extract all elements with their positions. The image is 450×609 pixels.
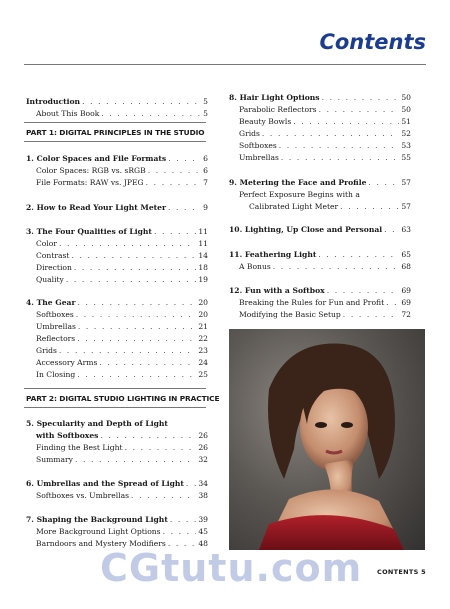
- toc-page-number: 57: [401, 178, 411, 187]
- toc-subentry[interactable]: [229, 310, 411, 319]
- toc-entry-label: More Background Light Options: [36, 527, 161, 536]
- toc-entry-label: Grids: [239, 129, 260, 138]
- toc-page-number: 63: [401, 225, 411, 234]
- footer-label: CONTENTS: [377, 568, 419, 576]
- toc-subentry[interactable]: [229, 262, 411, 271]
- toc-leader-dots: [281, 153, 399, 162]
- toc-entry-label: Beauty Bowls: [239, 117, 292, 126]
- toc-chapter-entry[interactable]: [26, 431, 208, 440]
- part-heading: PART 1: DIGITAL PRINCIPLES IN THE STUDIO: [26, 128, 205, 137]
- toc-entry-label: with Softboxes: [36, 431, 99, 440]
- toc-page-number: 72: [401, 310, 411, 319]
- toc-entry-label: Softboxes: [239, 141, 277, 150]
- toc-entry-label: Modifying the Basic Setup: [239, 310, 341, 319]
- toc-page-number: 11: [198, 227, 208, 236]
- toc-subentry[interactable]: [26, 443, 208, 452]
- toc-entry-label: Contrast: [36, 251, 70, 260]
- toc-page-number: 39: [198, 515, 208, 524]
- toc-page-number: 6: [203, 166, 208, 175]
- toc-page-number: 57: [401, 202, 411, 211]
- toc-entry-label: Color Spaces: RGB vs. sRGB: [36, 166, 146, 175]
- toc-leader-dots: [186, 479, 196, 488]
- page-title: Contents: [319, 30, 426, 54]
- toc-page-number: 20: [198, 298, 208, 307]
- toc-entry-label: In Closing: [36, 370, 76, 379]
- toc-entry-label: Umbrellas: [36, 322, 76, 331]
- toc-entry-label: Reflectors: [36, 334, 76, 343]
- toc-entry-label: Accessory Arms: [36, 358, 98, 367]
- toc-page-number: 5: [203, 97, 208, 106]
- toc-entry-label: Parabolic Reflectors: [239, 105, 317, 114]
- toc-subentry[interactable]: [229, 202, 411, 211]
- toc-page-number: 52: [401, 129, 411, 138]
- toc-leader-dots: [146, 178, 202, 187]
- toc-entry-label: 1. Color Spaces and File Formats: [26, 154, 167, 163]
- toc-subentry[interactable]: [229, 129, 411, 138]
- toc-subentry[interactable]: [26, 109, 208, 118]
- toc-chapter-entry[interactable]: [26, 154, 208, 163]
- toc-chapter-entry[interactable]: [229, 286, 411, 295]
- toc-entry-label: Direction: [36, 263, 72, 272]
- toc-subentry[interactable]: [26, 263, 208, 272]
- toc-page-number: 38: [198, 491, 208, 500]
- toc-leader-dots: [170, 515, 197, 524]
- toc-page-number: 7: [203, 178, 208, 187]
- toc-page-number: 48: [198, 539, 208, 548]
- toc-entry-label: Grids: [36, 346, 57, 355]
- footer-page-number: 5: [421, 568, 426, 576]
- toc-entry-label: 9. Metering the Face and Profile: [229, 178, 367, 187]
- toc-page-number: 6: [203, 154, 208, 163]
- toc-chapter-entry[interactable]: [229, 178, 411, 187]
- toc-page-number: 24: [198, 358, 208, 367]
- toc-chapter-entry[interactable]: [26, 298, 208, 307]
- toc-entry-label: A Bonus: [239, 262, 271, 271]
- toc-subentry-line: [229, 190, 411, 199]
- toc-leader-dots: [100, 431, 196, 440]
- toc-leader-dots: [76, 310, 197, 319]
- toc-leader-dots: [74, 263, 196, 272]
- toc-entry-label: Perfect Exposure Begins with a: [239, 190, 360, 199]
- toc-leader-dots: [82, 97, 201, 106]
- toc-subentry[interactable]: [26, 322, 208, 331]
- toc-entry-label: Softboxes vs. Umbrellas: [36, 491, 130, 500]
- toc-leader-dots: [77, 334, 196, 343]
- toc-page-number: 51: [401, 117, 411, 126]
- toc-chapter-entry[interactable]: [26, 515, 208, 524]
- toc-chapter-title-line: [26, 419, 208, 428]
- toc-subentry[interactable]: [26, 358, 208, 367]
- toc-subentry[interactable]: [26, 239, 208, 248]
- toc-page-number: 11: [198, 239, 208, 248]
- part1-rule-bottom: [24, 141, 206, 142]
- toc-chapter-entry[interactable]: [229, 225, 411, 234]
- toc-subentry[interactable]: [229, 153, 411, 162]
- toc-page-number: 65: [401, 250, 411, 259]
- toc-leader-dots: [101, 109, 201, 118]
- toc-page-number: 25: [198, 370, 208, 379]
- toc-subentry[interactable]: [26, 166, 208, 175]
- toc-leader-dots: [319, 105, 400, 114]
- toc-leader-dots: [384, 225, 399, 234]
- toc-leader-dots: [273, 262, 400, 271]
- toc-entry-label: About This Book: [36, 109, 100, 118]
- toc-leader-dots: [71, 251, 196, 260]
- toc-leader-dots: [131, 491, 196, 500]
- toc-entry-label: Finding the Best Light: [36, 443, 123, 452]
- toc-leader-dots: [318, 250, 399, 259]
- toc-leader-dots: [168, 203, 201, 212]
- watermark: CGtutu.com: [100, 546, 363, 590]
- toc-chapter-entry[interactable]: [26, 227, 208, 236]
- toc-page-number: 18: [198, 263, 208, 272]
- toc-page-number: 26: [198, 443, 208, 452]
- toc-chapter-entry[interactable]: [26, 203, 208, 212]
- toc-entry-label: Quality: [36, 275, 64, 284]
- toc-leader-dots: [327, 286, 400, 295]
- toc-page-number: 21: [198, 322, 208, 331]
- toc-page-number: 50: [401, 93, 411, 102]
- toc-page-number: 26: [198, 431, 208, 440]
- toc-leader-dots: [77, 298, 196, 307]
- toc-entry-label: Umbrellas: [239, 153, 279, 162]
- toc-leader-dots: [368, 178, 399, 187]
- toc-entry-label: File Formats: RAW vs. JPEG: [36, 178, 144, 187]
- toc-page-number: 23: [198, 346, 208, 355]
- toc-entry-label: 7. Shaping the Background Light: [26, 515, 168, 524]
- toc-chapter-entry[interactable]: [26, 479, 208, 488]
- toc-entry-label: Softboxes: [36, 310, 74, 319]
- toc-leader-dots: [66, 275, 196, 284]
- toc-chapter-entry[interactable]: [229, 93, 411, 102]
- toc-leader-dots: [386, 298, 399, 307]
- toc-entry-label: 3. The Four Qualities of Light: [26, 227, 152, 236]
- toc-leader-dots: [163, 527, 197, 536]
- toc-leader-dots: [168, 154, 201, 163]
- toc-leader-dots: [59, 239, 196, 248]
- toc-entry-label: Summary: [36, 455, 73, 464]
- toc-entry-label: 5. Specularity and Depth of Light: [26, 419, 168, 428]
- toc-page-number: 50: [401, 105, 411, 114]
- toc-page-number: 14: [198, 251, 208, 260]
- toc-page-number: 68: [401, 262, 411, 271]
- toc-entry-label: 10. Lighting, Up Close and Personal: [229, 225, 383, 234]
- toc-page-number: 20: [198, 310, 208, 319]
- toc-subentry[interactable]: [26, 334, 208, 343]
- toc-leader-dots: [293, 117, 399, 126]
- toc-leader-dots: [154, 227, 196, 236]
- toc-subentry[interactable]: [26, 178, 208, 187]
- toc-subentry[interactable]: [26, 491, 208, 500]
- toc-entry-label: Calibrated Light Meter: [249, 202, 339, 211]
- toc-page-number: 34: [198, 479, 208, 488]
- toc-leader-dots: [78, 322, 196, 331]
- toc-chapter-entry[interactable]: [26, 97, 208, 106]
- part1-rule: [24, 122, 206, 123]
- toc-subentry[interactable]: [229, 298, 411, 307]
- toc-leader-dots: [148, 166, 201, 175]
- toc-subentry[interactable]: [26, 527, 208, 536]
- toc-page-number: 19: [198, 275, 208, 284]
- toc-chapter-entry[interactable]: [229, 250, 411, 259]
- toc-page-number: 53: [401, 141, 411, 150]
- toc-subentry[interactable]: [229, 141, 411, 150]
- toc-leader-dots: [343, 310, 400, 319]
- toc-entry-label: 6. Umbrellas and the Spread of Light: [26, 479, 184, 488]
- toc-entry-label: Breaking the Rules for Fun and Profit: [239, 298, 385, 307]
- toc-subentry[interactable]: [26, 275, 208, 284]
- toc-entry-label: Color: [36, 239, 58, 248]
- toc-entry-label: Barndoors and Mystery Modifiers: [36, 539, 166, 548]
- toc-leader-dots: [99, 358, 196, 367]
- toc-page-number: 5: [203, 109, 208, 118]
- portrait-illustration: [229, 329, 425, 550]
- toc-entry-label: 2. How to Read Your Light Meter: [26, 203, 166, 212]
- toc-page-number: 32: [198, 455, 208, 464]
- toc-page-number: 22: [198, 334, 208, 343]
- toc-entry-label: 8. Hair Light Options: [229, 93, 320, 102]
- toc-subentry[interactable]: [229, 105, 411, 114]
- part2-rule: [24, 388, 206, 389]
- toc-leader-dots: [77, 370, 196, 379]
- toc-subentry[interactable]: [26, 310, 208, 319]
- portrait-photo: [229, 329, 425, 550]
- toc-subentry[interactable]: [26, 251, 208, 260]
- toc-subentry[interactable]: [26, 370, 208, 379]
- toc-entry-label: 4. The Gear: [26, 298, 76, 307]
- toc-page-number: 45: [198, 527, 208, 536]
- toc-leader-dots: [279, 141, 400, 150]
- toc-subentry[interactable]: [26, 346, 208, 355]
- toc-leader-dots: [340, 202, 399, 211]
- toc-page-number: 55: [401, 153, 411, 162]
- part-heading: PART 2: DIGITAL STUDIO LIGHTING IN PRACTICE: [26, 394, 220, 403]
- toc-left-column: [26, 0, 220, 609]
- toc-page-number: 9: [203, 203, 208, 212]
- toc-page-number: 69: [401, 286, 411, 295]
- toc-leader-dots: [125, 443, 197, 452]
- toc-subentry[interactable]: [229, 117, 411, 126]
- toc-entry-label: 11. Feathering Light: [229, 250, 317, 259]
- part2-rule-bottom: [24, 407, 206, 408]
- toc-subentry[interactable]: [26, 455, 208, 464]
- toc-entry-label: Introduction: [26, 97, 81, 106]
- toc-leader-dots: [262, 129, 399, 138]
- page-footer: [377, 568, 426, 576]
- toc-leader-dots: [59, 346, 196, 355]
- toc-page-number: 69: [401, 298, 411, 307]
- toc-leader-dots: [75, 455, 196, 464]
- toc-entry-label: 12. Fun with a Softbox: [229, 286, 325, 295]
- toc-leader-dots: [322, 93, 400, 102]
